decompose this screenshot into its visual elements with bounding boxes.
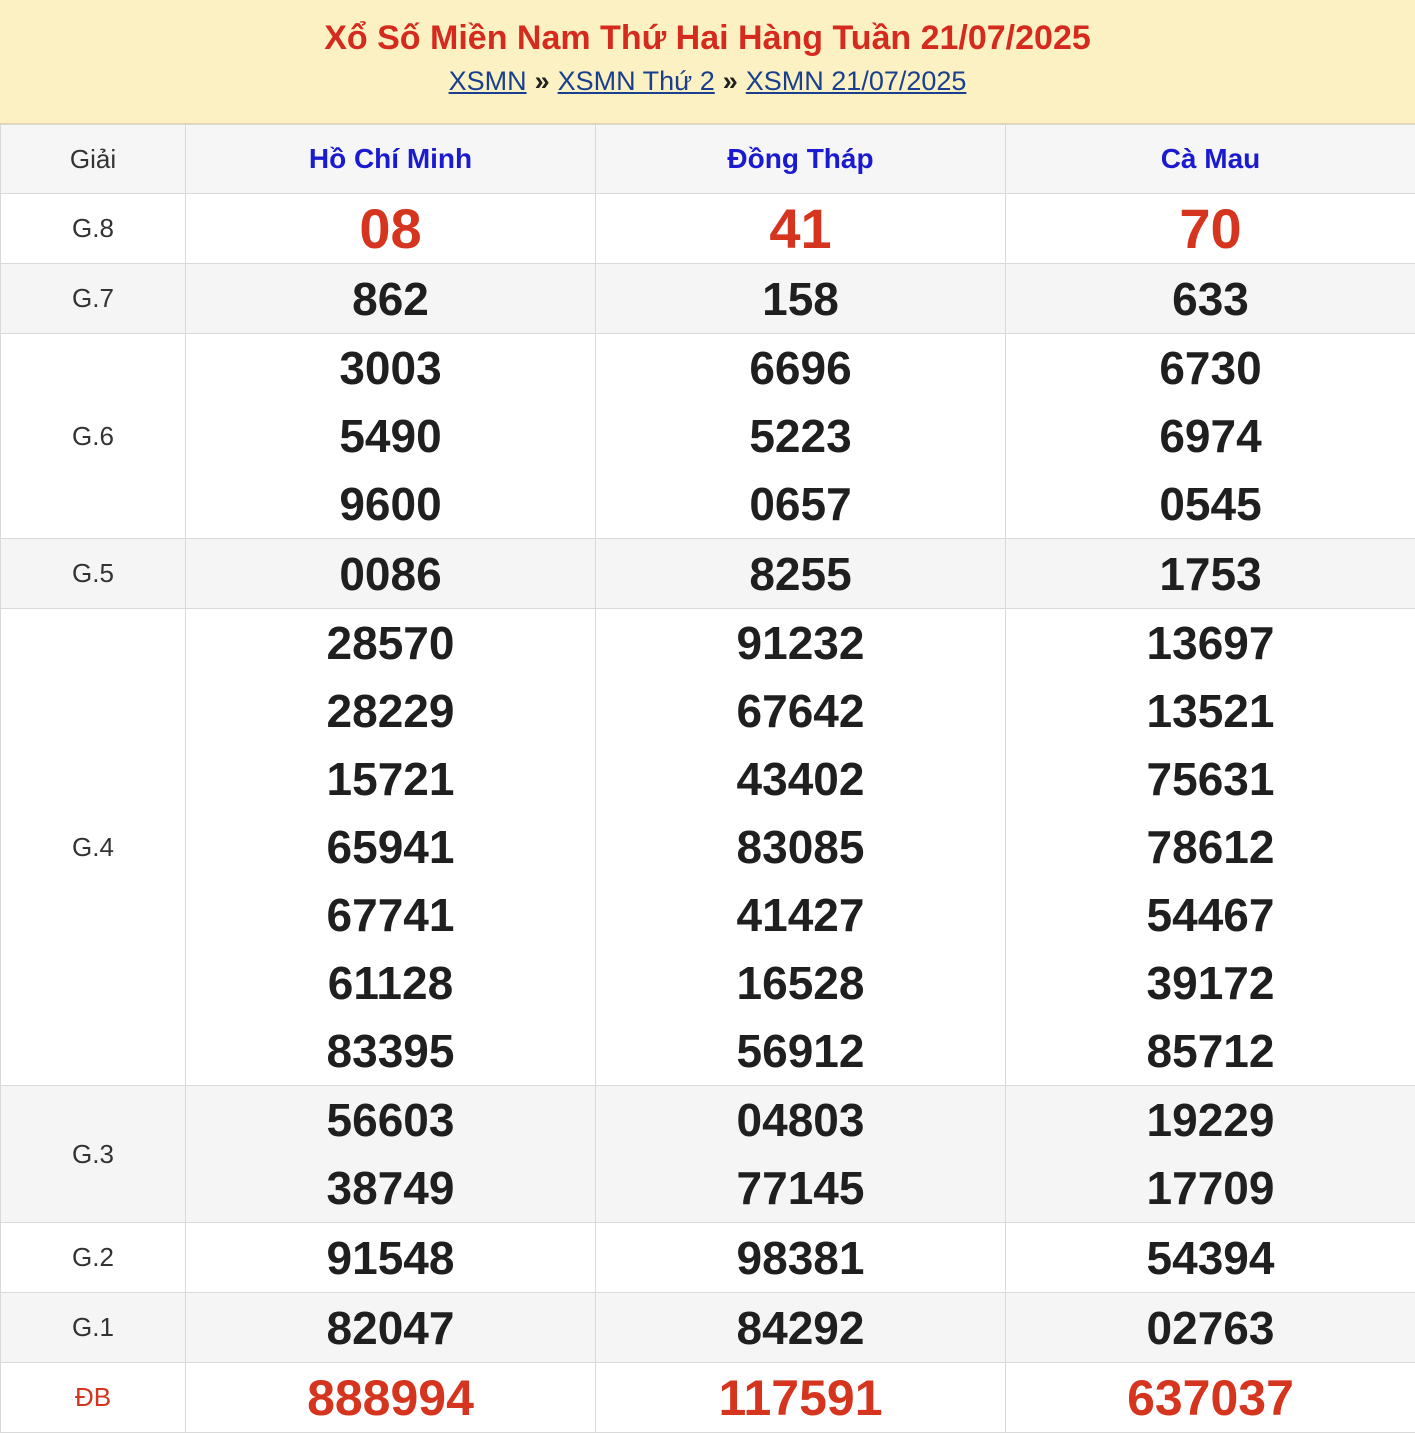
prize-number: 9600 [186, 470, 595, 538]
prize-cell [186, 609, 596, 1086]
prize-label: G.6 [1, 334, 186, 539]
prize-number: 02763 [1006, 1294, 1415, 1362]
prize-number: 04803 [596, 1086, 1005, 1154]
prize-number: 0657 [596, 470, 1005, 538]
prize-number: 0086 [186, 540, 595, 608]
prize-row [1, 194, 1415, 264]
prize-number: 43402 [596, 745, 1005, 813]
prize-number: 54394 [1006, 1224, 1415, 1292]
prize-number: 13521 [1006, 677, 1415, 745]
prize-number: 70 [1006, 195, 1415, 263]
prize-cell [186, 1363, 596, 1433]
prize-number: 75631 [1006, 745, 1415, 813]
prize-number: 41 [596, 195, 1005, 263]
prize-number: 28570 [186, 609, 595, 677]
prize-cell [1006, 1223, 1415, 1293]
prize-number: 158 [596, 265, 1005, 333]
breadcrumb-link-xsmn-date[interactable]: XSMN 21/07/2025 [746, 66, 967, 96]
prize-number: 56603 [186, 1086, 595, 1154]
province-header[interactable]: Cà Mau [1006, 125, 1415, 194]
province-header[interactable]: Đồng Tháp [596, 125, 1006, 194]
prize-cell [1006, 1293, 1415, 1363]
prize-cell [1006, 264, 1415, 334]
prize-number: 862 [186, 265, 595, 333]
prize-number: 633 [1006, 265, 1415, 333]
prize-number: 78612 [1006, 813, 1415, 881]
prize-cell [186, 1293, 596, 1363]
prize-number: 6974 [1006, 402, 1415, 470]
prize-cell [186, 1223, 596, 1293]
breadcrumb-separator: » [535, 66, 550, 96]
prize-row [1, 264, 1415, 334]
prize-number: 888994 [186, 1364, 595, 1432]
prize-number: 83395 [186, 1017, 595, 1085]
prize-cell [596, 1363, 1006, 1433]
page-title: Xổ Số Miền Nam Thứ Hai Hàng Tuần 21/07/2025 [0, 16, 1415, 60]
table-header-row [1, 125, 1415, 194]
prize-number: 19229 [1006, 1086, 1415, 1154]
prize-row [1, 1363, 1415, 1433]
prize-cell [596, 334, 1006, 539]
prize-cell [1006, 194, 1415, 264]
prize-label: G.1 [1, 1293, 186, 1363]
prize-label: G.3 [1, 1086, 186, 1223]
prize-number: 98381 [596, 1224, 1005, 1292]
prize-cell [596, 264, 1006, 334]
page-header [0, 0, 1415, 124]
prize-cell [596, 539, 1006, 609]
prize-number: 65941 [186, 813, 595, 881]
prize-number: 15721 [186, 745, 595, 813]
prize-number: 41427 [596, 881, 1005, 949]
prize-number: 91232 [596, 609, 1005, 677]
prize-cell [596, 1293, 1006, 1363]
prize-row [1, 539, 1415, 609]
prize-cell [186, 194, 596, 264]
prize-number: 08 [186, 195, 595, 263]
prize-number: 54467 [1006, 881, 1415, 949]
breadcrumb-separator: » [723, 66, 738, 96]
prize-number: 1753 [1006, 540, 1415, 608]
prize-number: 117591 [596, 1364, 1005, 1432]
prize-row [1, 1086, 1415, 1223]
prize-number: 5223 [596, 402, 1005, 470]
prize-cell [1006, 609, 1415, 1086]
prize-cell [186, 1086, 596, 1223]
prize-number: 16528 [596, 949, 1005, 1017]
prize-cell [596, 609, 1006, 1086]
prize-number: 8255 [596, 540, 1005, 608]
prize-label: G.7 [1, 264, 186, 334]
prize-number: 3003 [186, 334, 595, 402]
prize-label: G.8 [1, 194, 186, 264]
prize-number: 91548 [186, 1224, 595, 1292]
prize-label: G.2 [1, 1223, 186, 1293]
prize-number: 67741 [186, 881, 595, 949]
results-table [0, 124, 1415, 1433]
prize-number: 28229 [186, 677, 595, 745]
prize-number: 13697 [1006, 609, 1415, 677]
prize-number: 84292 [596, 1294, 1005, 1362]
prize-number: 0545 [1006, 470, 1415, 538]
prize-row [1, 1293, 1415, 1363]
breadcrumb [0, 64, 1415, 98]
prize-number: 61128 [186, 949, 595, 1017]
prize-number: 38749 [186, 1154, 595, 1222]
prize-number: 6696 [596, 334, 1005, 402]
prize-cell [596, 1086, 1006, 1223]
prize-row [1, 334, 1415, 539]
prize-number: 67642 [596, 677, 1005, 745]
breadcrumb-link-xsmn-thu-2[interactable]: XSMN Thứ 2 [558, 66, 715, 96]
prize-label: G.5 [1, 539, 186, 609]
prize-number: 77145 [596, 1154, 1005, 1222]
prize-cell [596, 1223, 1006, 1293]
results-body [1, 194, 1415, 1433]
prize-label: G.4 [1, 609, 186, 1086]
prize-number: 82047 [186, 1294, 595, 1362]
prize-cell [596, 194, 1006, 264]
prize-row [1, 1223, 1415, 1293]
prize-cell [1006, 1363, 1415, 1433]
prize-number: 6730 [1006, 334, 1415, 402]
prize-cell [1006, 539, 1415, 609]
prize-number: 17709 [1006, 1154, 1415, 1222]
prize-cell [186, 264, 596, 334]
breadcrumb-link-xsmn[interactable]: XSMN [449, 66, 527, 96]
prize-row [1, 609, 1415, 1086]
prize-cell [1006, 334, 1415, 539]
prize-number: 39172 [1006, 949, 1415, 1017]
prize-cell [186, 539, 596, 609]
prize-number: 56912 [596, 1017, 1005, 1085]
prize-cell [186, 334, 596, 539]
prize-number: 85712 [1006, 1017, 1415, 1085]
prize-cell [1006, 1086, 1415, 1223]
prize-number: 5490 [186, 402, 595, 470]
prize-number: 637037 [1006, 1364, 1415, 1432]
prize-number: 83085 [596, 813, 1005, 881]
prize-label: ĐB [1, 1363, 186, 1433]
province-header[interactable]: Hồ Chí Minh [186, 125, 596, 194]
prize-column-header: Giải [1, 125, 186, 194]
